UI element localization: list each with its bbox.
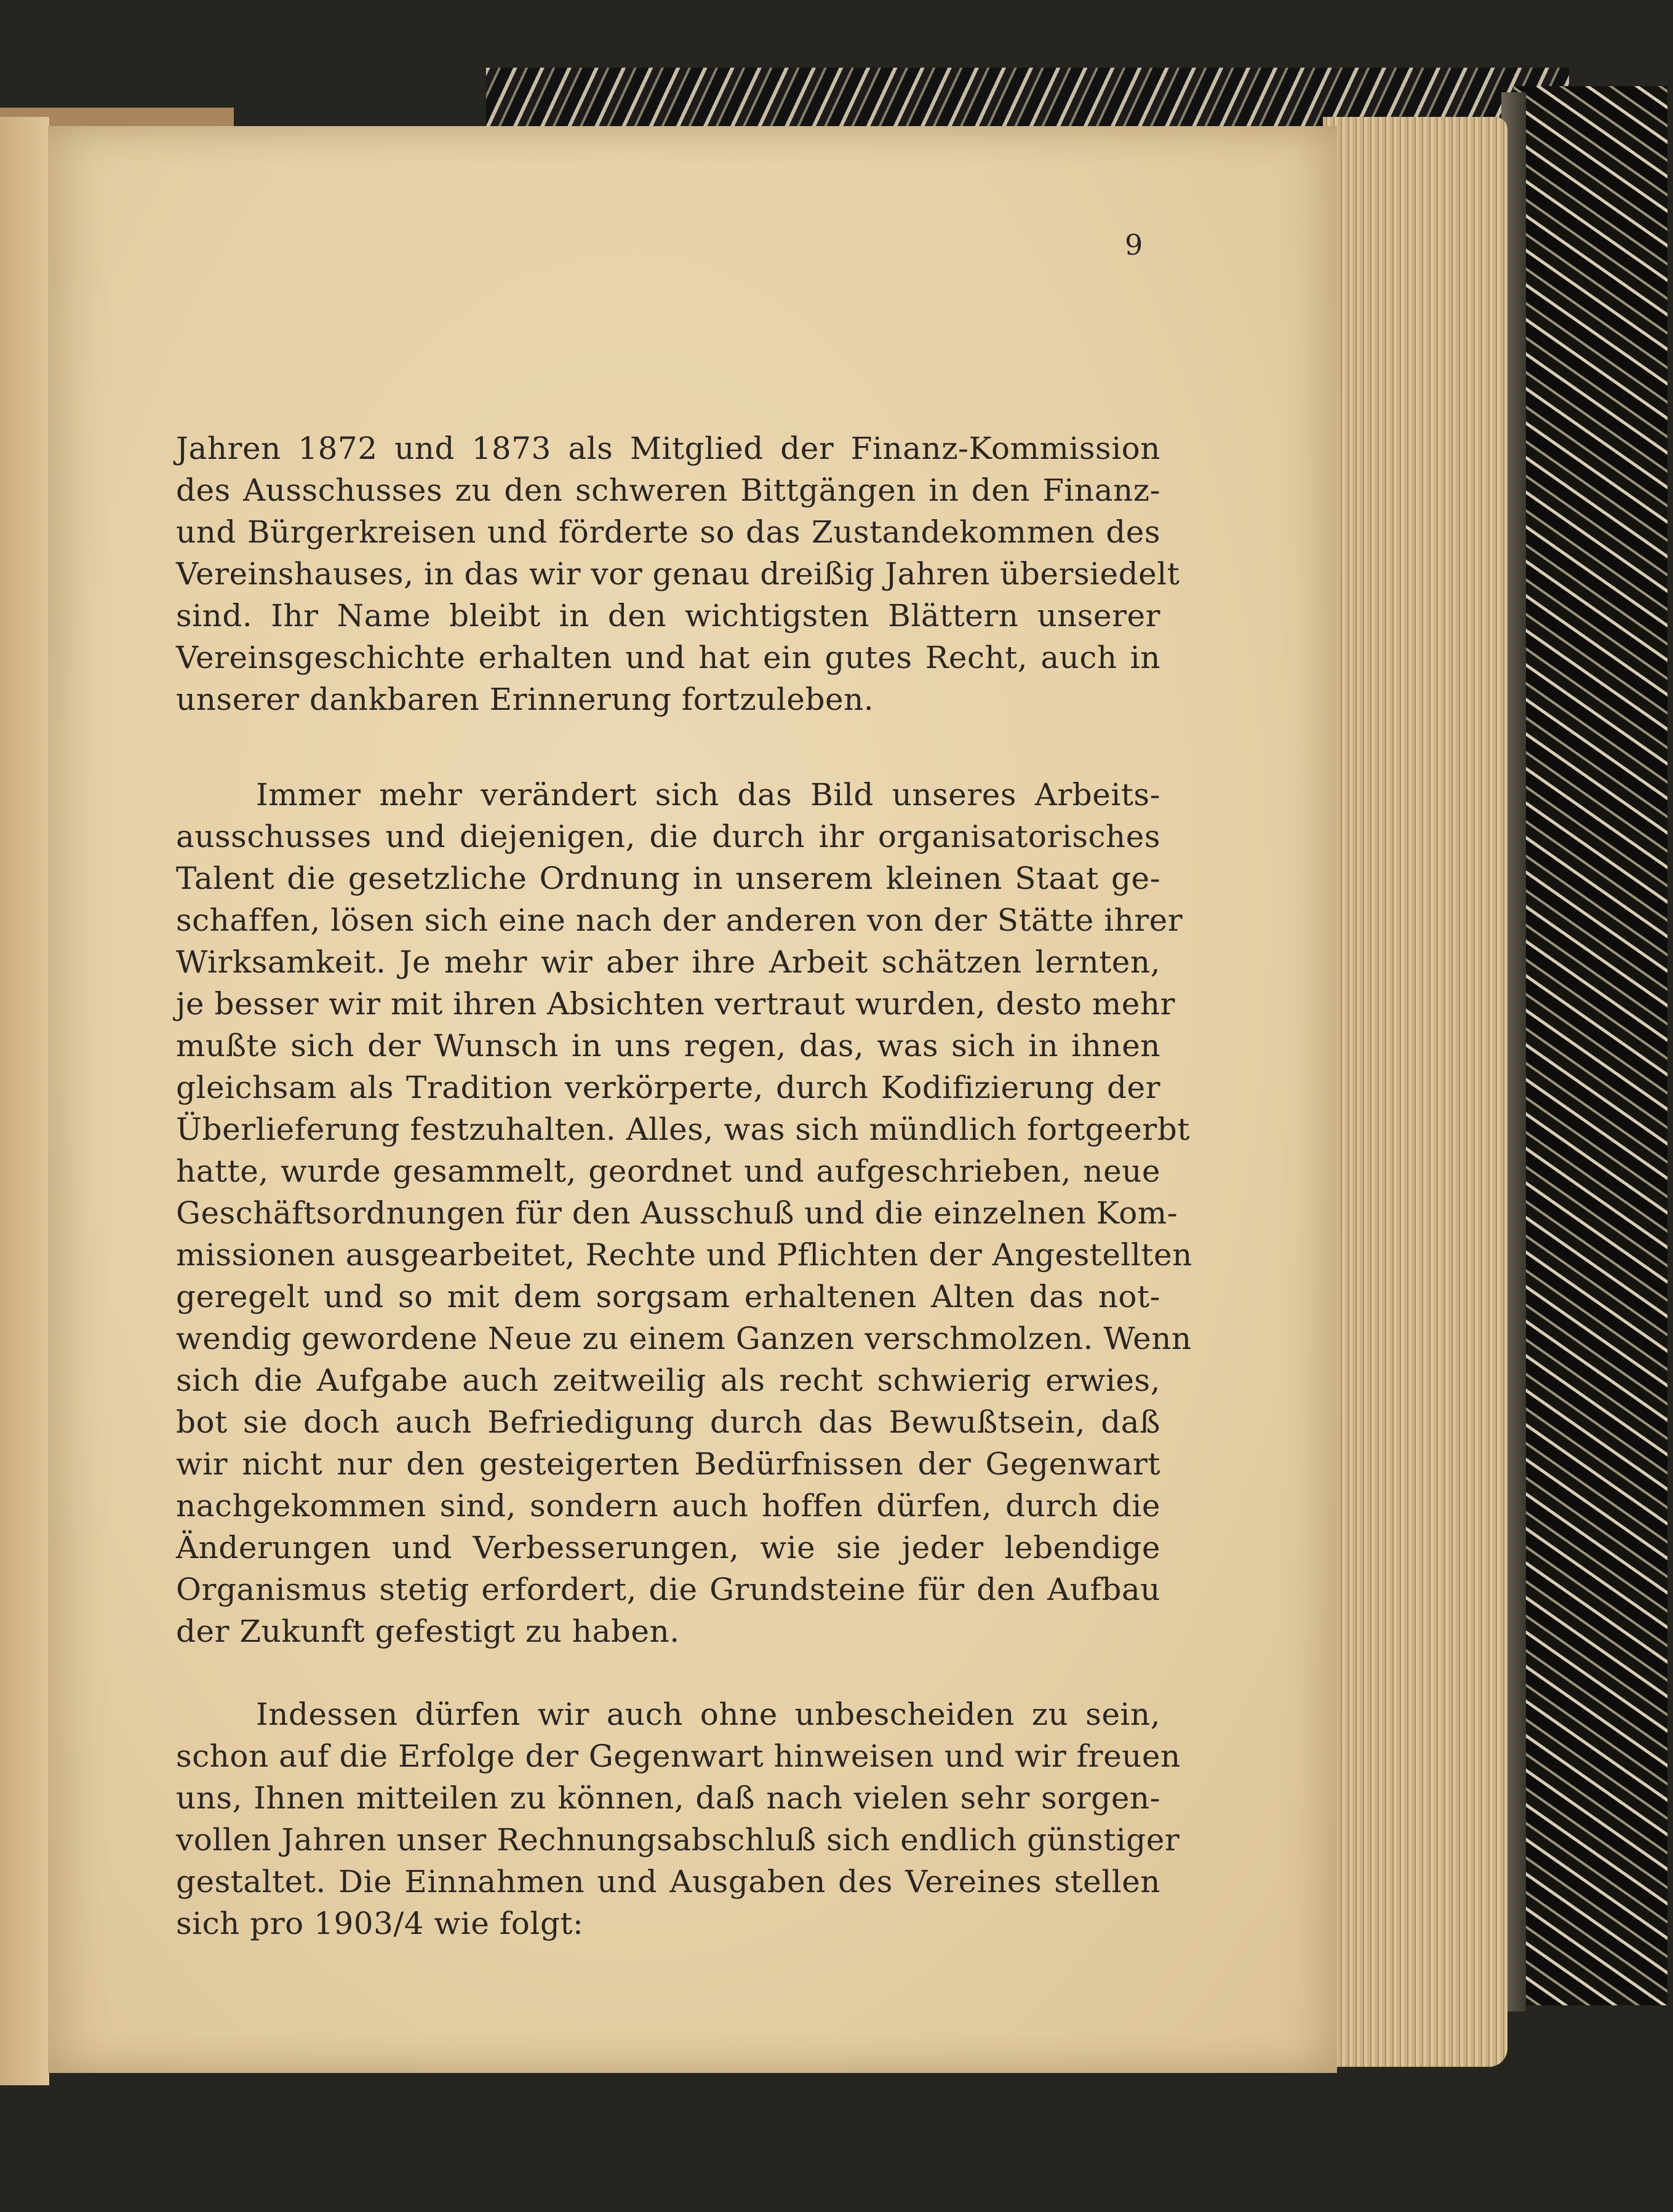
text-line: wir nicht nur den gesteigerten Bedürfnissen der Gegenwart — [176, 1446, 1160, 1482]
text-line: uns, Ihnen mitteilen zu können, daß nach vielen sehr sorgen- — [176, 1780, 1160, 1816]
paragraph-3 — [176, 1693, 1181, 1944]
text-line: Immer mehr verändert sich das Bild unseres Arbeits- — [256, 777, 1160, 813]
text-line: Jahren 1872 und 1873 als Mitglied der Finanz-Kommission — [176, 431, 1160, 466]
text-line: nachgekommen sind, sondern auch hoffen dürfen, durch die — [176, 1488, 1160, 1524]
page-block-edges — [1323, 117, 1507, 2067]
paragraph-1 — [176, 428, 1180, 720]
text-line: Überlieferung festzuhalten. Alles, was sich mündlich fortgeerbt — [176, 1112, 1190, 1147]
text-line: gleichsam als Tradition verkörperte, durch Kodifizierung der — [176, 1070, 1160, 1105]
text-line: Wirksamkeit. Je mehr wir aber ihre Arbeit schätzen lernten, — [176, 944, 1160, 980]
text-line: missionen ausgearbeitet, Rechte und Pflichten der Angestellten — [176, 1237, 1192, 1273]
text-line: gestaltet. Die Einnahmen und Ausgaben des Vereines stellen — [176, 1864, 1160, 1900]
text-line: Indessen dürfen wir auch ohne unbescheiden zu sein, — [256, 1697, 1160, 1732]
text-line: vollen Jahren unser Rechnungsabschluß sich endlich günstiger — [176, 1822, 1180, 1858]
text-line: Vereinsgeschichte erhalten und hat ein gutes Recht, auch in — [176, 640, 1160, 675]
text-line: geregelt und so mit dem sorgsam erhaltenen Alten das not- — [176, 1279, 1160, 1315]
text-line: sich pro 1903/4 wie folgt: — [176, 1906, 584, 1941]
text-line: bot sie doch auch Befriedigung durch das Bewußtsein, daß — [176, 1404, 1160, 1440]
text-line: hatte, wurde gesammelt, geordnet und aufgeschrieben, neue — [176, 1153, 1160, 1189]
text-line: schaffen, lösen sich eine nach der anderen von der Stätte ihrer — [176, 902, 1183, 938]
text-line: schon auf die Erfolge der Gegenwart hinweisen und wir freuen — [176, 1738, 1181, 1774]
text-line: Vereinshauses, in das wir vor genau dreißig Jahren übersiedelt — [176, 556, 1180, 592]
text-line: sind. Ihr Name bleibt in den wichtigsten Blättern unserer — [176, 598, 1160, 634]
paragraph-2 — [176, 774, 1192, 1652]
text-line: wendig gewordene Neue zu einem Ganzen verschmolzen. Wenn — [176, 1321, 1192, 1356]
text-line: ausschusses und diejenigen, die durch ihr organisatorisches — [176, 819, 1160, 854]
page-number: 9 — [1125, 228, 1143, 261]
text-line: Geschäftsordnungen für den Ausschuß und die einzelnen Kom- — [176, 1195, 1178, 1231]
text-line: Änderungen und Verbesserungen, wie sie jeder lebendige — [176, 1530, 1160, 1566]
marbled-cover-right — [1514, 86, 1667, 2005]
text-line: Organismus stetig erfordert, die Grundsteine für den Aufbau — [176, 1572, 1160, 1607]
text-line: sich die Aufgabe auch zeitweilig als recht schwierig erwies, — [176, 1363, 1160, 1398]
text-line: je besser wir mit ihren Absichten vertraut wurden, desto mehr — [176, 986, 1175, 1022]
text-line: mußte sich der Wunsch in uns regen, das, was sich in ihnen — [176, 1028, 1160, 1064]
previous-page-edge — [0, 117, 49, 2085]
text-line: unserer dankbaren Erinnerung fortzuleben. — [176, 682, 874, 717]
text-line: des Ausschusses zu den schweren Bittgängen in den Finanz- — [176, 472, 1160, 508]
text-line: Talent die gesetzliche Ordnung in unserem kleinen Staat ge- — [176, 861, 1160, 896]
text-line: und Bürgerkreisen und förderte so das Zustandekommen des — [176, 514, 1160, 550]
text-line: der Zukunft gefestigt zu haben. — [176, 1613, 680, 1649]
